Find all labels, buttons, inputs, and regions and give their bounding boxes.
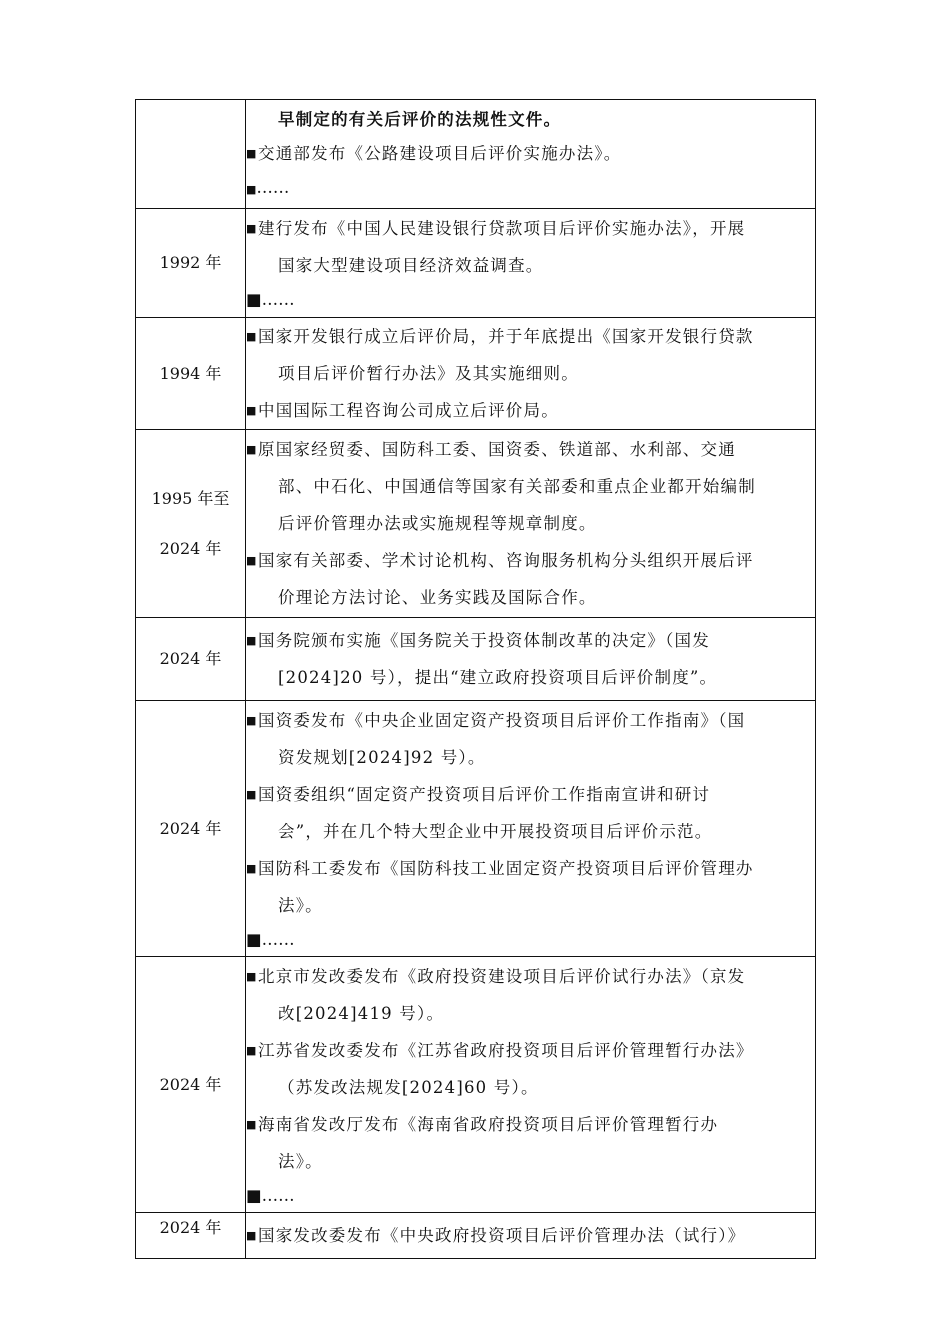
policy-timeline-table — [135, 99, 816, 1259]
content-cell — [246, 618, 816, 701]
table-row — [136, 1213, 816, 1259]
list-item: ■国资委发布《中央企业固定资产投资项目后评价工作指南》（国 资发规划[2024]92 号）。 — [246, 702, 815, 776]
square-bullet-icon: ■ — [246, 634, 258, 647]
content-cell — [246, 1213, 816, 1259]
square-bullet-icon: ■ — [246, 146, 258, 160]
year-cell: 2024 年 — [136, 701, 246, 957]
content-cell — [246, 318, 816, 430]
ellipsis-item: ■…… — [246, 929, 295, 949]
lead-text: 早制定的有关后评价的法规性文件。 — [278, 109, 562, 129]
square-bullet-icon: ■ — [246, 222, 258, 235]
year-cell: 2024 年 — [136, 957, 246, 1213]
square-bullet-icon: ■ — [246, 182, 257, 196]
square-bullet-icon: ■ — [246, 861, 258, 875]
ellipsis-item: ■…… — [246, 290, 295, 309]
list-item: ■海南省发改厅发布《海南省政府投资项目后评价管理暂行办 法》。 — [246, 1106, 815, 1180]
square-bullet-icon: ■ — [246, 554, 258, 567]
year-cell: 1992 年 — [136, 209, 246, 318]
ellipsis-item: ■…… — [246, 1185, 295, 1205]
table-row — [136, 957, 816, 1213]
list-item: ■国家开发银行成立后评价局，并于年底提出《国家开发银行贷款 项目后评价暂行办法》及其实施细则。 — [246, 318, 815, 392]
square-bullet-icon: ■ — [246, 787, 258, 801]
list-item: ■国务院颁布实施《国务院关于投资体制改革的决定》（国发 [2024]20 号），提出“建立政府投资项目后评价制度”。 — [246, 622, 815, 696]
year-cell — [136, 430, 246, 618]
content-cell — [246, 430, 816, 618]
year-line: 1995 年至 — [151, 488, 230, 508]
list-item: ■中国国际工程咨询公司成立后评价局。 — [246, 392, 815, 429]
year-line: 2024 年 — [159, 538, 222, 558]
content-cell — [246, 957, 816, 1213]
list-item: ■原国家经贸委、国防科工委、国资委、铁道部、水利部、交通 部、中石化、中国通信等国家有关部委和重点企业都开始编制 后评价管理办法或实施规程等规章制度。 — [246, 431, 815, 542]
year-cell: 2024 年 — [136, 618, 246, 701]
table-row — [136, 701, 816, 957]
content-cell — [246, 209, 816, 318]
square-bullet-icon: ■ — [246, 1228, 258, 1242]
table-row — [136, 618, 816, 701]
table-row — [136, 100, 816, 209]
content-cell — [246, 100, 816, 209]
square-bullet-icon: ■ — [246, 330, 258, 343]
list-item: ■国家发改委发布《中央政府投资项目后评价管理办法（试行）》 — [246, 1221, 815, 1251]
list-item: ■国资委组织“固定资产投资项目后评价工作指南宣讲和研讨 会”，并在几个特大型企业中开展投资项目后评价示范。 — [246, 776, 815, 850]
ellipsis-item: ■…… — [246, 177, 290, 197]
table-row — [136, 430, 816, 618]
square-bullet-icon: ■ — [246, 929, 262, 949]
list-item: ■江苏省发改委发布《江苏省政府投资项目后评价管理暂行办法》 （苏发改法规发[2024]60 号）。 — [246, 1032, 815, 1106]
square-bullet-icon: ■ — [246, 969, 258, 983]
content-cell — [246, 701, 816, 957]
square-bullet-icon: ■ — [246, 713, 258, 727]
square-bullet-icon: ■ — [246, 1043, 258, 1057]
list-item: ■国家有关部委、学术讨论机构、咨询服务机构分头组织开展后评 价理论方法讨论、业务实践及国际合作。 — [246, 542, 815, 616]
square-bullet-icon: ■ — [246, 1117, 258, 1131]
list-item: ■北京市发改委发布《政府投资建设项目后评价试行办法》（京发 改[2024]419 号）。 — [246, 958, 815, 1032]
list-item: ■交通部发布《公路建设项目后评价实施办法》。 — [246, 135, 815, 172]
square-bullet-icon: ■ — [246, 1185, 262, 1205]
year-cell: 1994 年 — [136, 318, 246, 430]
square-bullet-icon: ■ — [246, 290, 262, 309]
table-row — [136, 209, 816, 318]
square-bullet-icon: ■ — [246, 404, 258, 417]
list-item: ■国防科工委发布《国防科技工业固定资产投资项目后评价管理办 法》。 — [246, 850, 815, 924]
table-row — [136, 318, 816, 430]
square-bullet-icon: ■ — [246, 443, 258, 456]
year-cell: 2024 年 — [136, 1213, 246, 1259]
list-item: ■建行发布《中国人民建设银行贷款项目后评价实施办法》，开展 国家大型建设项目经济效益调查。 — [246, 210, 815, 284]
year-cell — [136, 100, 246, 209]
